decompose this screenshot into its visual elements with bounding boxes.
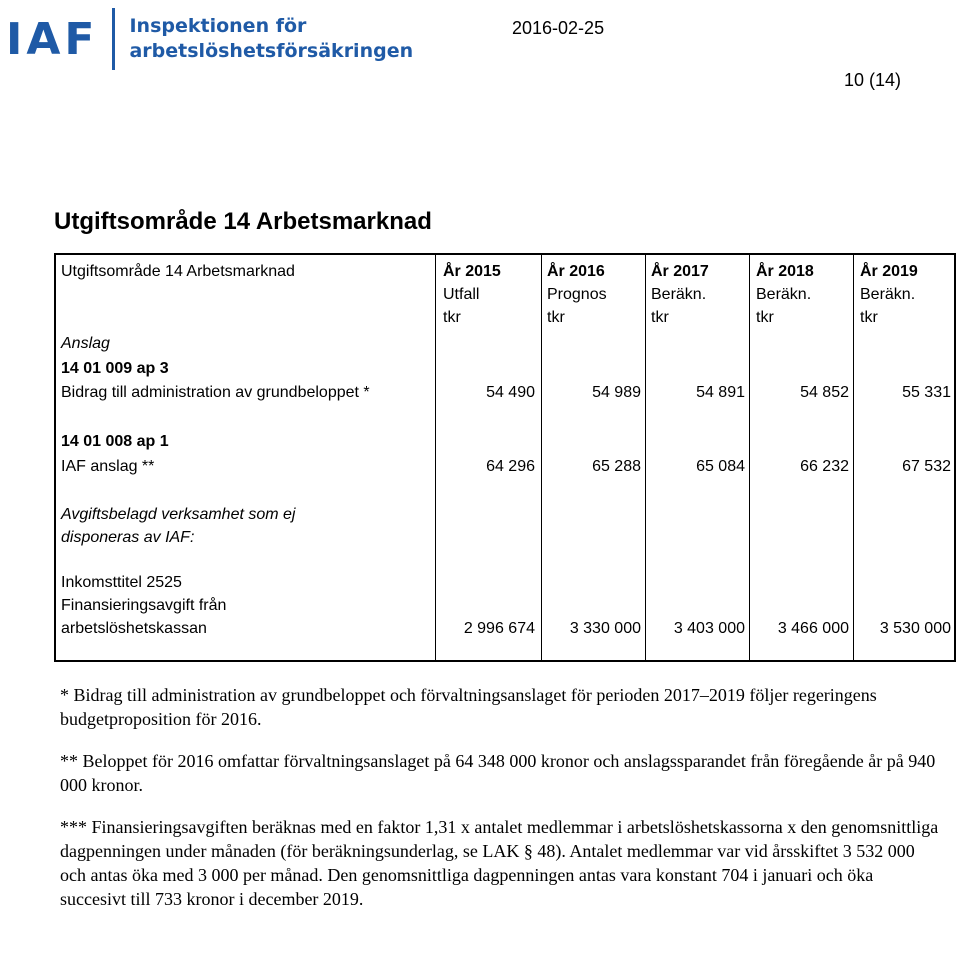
row2-value-2018: 66 232 [800, 458, 849, 475]
section-code-2: 14 01 008 ap 1 [61, 433, 169, 450]
page-number: 10 (14) [844, 70, 902, 90]
column-divider [541, 255, 542, 660]
row3-value-2016: 3 330 000 [569, 620, 641, 637]
column-header-2017: År 2017 Beräkn. tkr [651, 263, 709, 326]
row3-value-2019: 3 530 000 [879, 620, 951, 637]
column-divider [435, 255, 436, 660]
row1-value-2017: 54 891 [696, 384, 745, 401]
row-label-bidrag: Bidrag till administration av grundbeloppet * [61, 384, 370, 401]
column-divider [645, 255, 646, 660]
logo-line-1: Inspektionen för [129, 15, 307, 37]
row-label-iaf-anslag: IAF anslag ** [61, 458, 155, 475]
row1-value-2019: 55 331 [902, 384, 951, 401]
logo-divider [112, 8, 115, 70]
column-header-2015: År 2015 Utfall tkr [443, 263, 501, 326]
row1-value-2015: 54 490 [486, 384, 535, 401]
row3-value-2018: 3 466 000 [777, 620, 849, 637]
row1-value-2016: 54 989 [592, 384, 641, 401]
footnotes [60, 683, 940, 929]
section-heading: Utgiftsområde 14 Arbetsmarknad [54, 208, 432, 235]
logo-abbreviation: IAF [6, 14, 99, 65]
budget-table [54, 253, 956, 662]
column-divider [853, 255, 854, 660]
column-divider [749, 255, 750, 660]
anslag-label: Anslag [61, 335, 110, 352]
footnote-3: *** Finansieringsavgiften beräknas med en faktor 1,31 x antalet medlemmar i arbetslöshetskassorna x den genomsnittliga dagpenningen under månaden (för beräkningsunderlag, se LAK § 48). Antalet medlemmar var vid årsskiftet 3 532 000 och antas öka med 3 000 per månad. Den genomsnittliga dagpenningen antas vara konstant 704 i januari och öka succesivt till 733 kronor i december 2019. [60, 817, 939, 909]
column-header-2018: År 2018 Beräkn. tkr [756, 263, 814, 326]
logo-line-2: arbetslöshetsförsäkringen [129, 40, 414, 62]
footnote-1: * Bidrag till administration av grundbeloppet och förvaltningsanslaget för perioden 2017–2019 följer regeringens budgetproposition för 2016. [60, 685, 877, 729]
row3-value-2017: 3 403 000 [673, 620, 745, 637]
row1-value-2018: 54 852 [800, 384, 849, 401]
table-corner-label: Utgiftsområde 14 Arbetsmarknad [61, 263, 295, 280]
logo-name [129, 14, 413, 64]
column-header-2019: År 2019 Beräkn. tkr [860, 263, 918, 326]
column-header-2016: År 2016 Prognos tkr [547, 263, 607, 326]
document-date: 2016-02-25 [512, 18, 605, 38]
iaf-logo [6, 8, 413, 70]
fee-activity-heading: Avgiftsbelagd verksamhet som ej disponeras av IAF: [61, 506, 296, 546]
row2-value-2019: 67 532 [902, 458, 951, 475]
row2-value-2015: 64 296 [486, 458, 535, 475]
row3-value-2015: 2 996 674 [463, 620, 535, 637]
row2-value-2016: 65 288 [592, 458, 641, 475]
section-code-1: 14 01 009 ap 3 [61, 360, 169, 377]
row2-value-2017: 65 084 [696, 458, 745, 475]
row-label-inkomsttitel: Inkomsttitel 2525 Finansieringsavgift från arbetslöshetskassan [61, 574, 227, 637]
footnote-2: ** Beloppet för 2016 omfattar förvaltningsanslaget på 64 348 000 kronor och anslagssparandet från föregående år på 940 000 kronor. [60, 751, 936, 795]
